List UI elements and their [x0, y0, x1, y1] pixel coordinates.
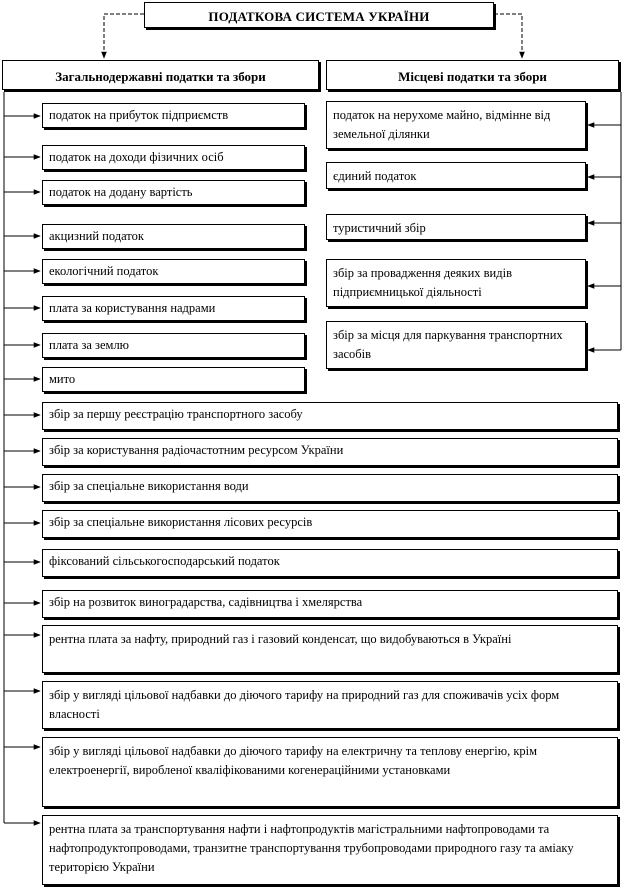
national-tax-item: фіксований сільськогосподарський податок	[42, 549, 618, 577]
national-tax-item: плата за землю	[42, 333, 305, 358]
local-tax-item: податок на нерухоме майно, відмінне від земельної ділянки	[326, 101, 586, 149]
national-tax-item: податок на додану вартість	[42, 180, 305, 205]
national-tax-item: податок на прибуток підприємств	[42, 103, 305, 128]
national-tax-item: рентна плата за нафту, природний газ і газовий конденсат, що видобуваються в Україні	[42, 625, 618, 673]
national-tax-item: збір за спеціальне використання води	[42, 474, 618, 502]
local-tax-item: єдиний податок	[326, 162, 586, 189]
national-tax-item: збір на розвиток виноградарства, садівництва і хмелярства	[42, 590, 618, 618]
national-tax-item: збір за першу реєстрацію транспортного засобу	[42, 402, 618, 430]
local-taxes-header: Місцеві податки та збори	[326, 60, 619, 90]
national-tax-item: збір у вигляді цільової надбавки до діючого тарифу на природний газ для споживачів усіх форм власності	[42, 681, 618, 729]
local-tax-item: збір за провадження деяких видів підприємницької діяльності	[326, 259, 586, 307]
national-tax-item: збір за користування радіочастотним ресурсом України	[42, 438, 618, 466]
national-tax-item: збір за спеціальне використання лісових ресурсів	[42, 510, 618, 538]
national-tax-item: акцизний податок	[42, 224, 305, 249]
national-tax-item: плата за користування надрами	[42, 296, 305, 321]
national-taxes-header: Загальнодержавні податки та збори	[2, 60, 319, 90]
national-tax-item: мито	[42, 367, 305, 392]
diagram-title: ПОДАТКОВА СИСТЕМА УКРАЇНИ	[144, 2, 494, 28]
local-tax-item: збір за місця для паркування транспортних засобів	[326, 321, 586, 369]
national-tax-item: екологічний податок	[42, 259, 305, 284]
local-tax-item: туристичний збір	[326, 214, 586, 240]
national-tax-item: рентна плата за транспортування нафти і нафтопродуктів магістральними нафтопроводами та нафтопродуктопроводами, транзитне транспортування трубопроводами природного газу та аміаку територією України	[42, 815, 618, 885]
national-tax-item: збір у вигляді цільової надбавки до діючого тарифу на електричну та теплову енергію, крім електроенергії, виробленої кваліфікованими когенераційними установками	[42, 737, 618, 807]
national-tax-item: податок на доходи фізичних осіб	[42, 145, 305, 170]
